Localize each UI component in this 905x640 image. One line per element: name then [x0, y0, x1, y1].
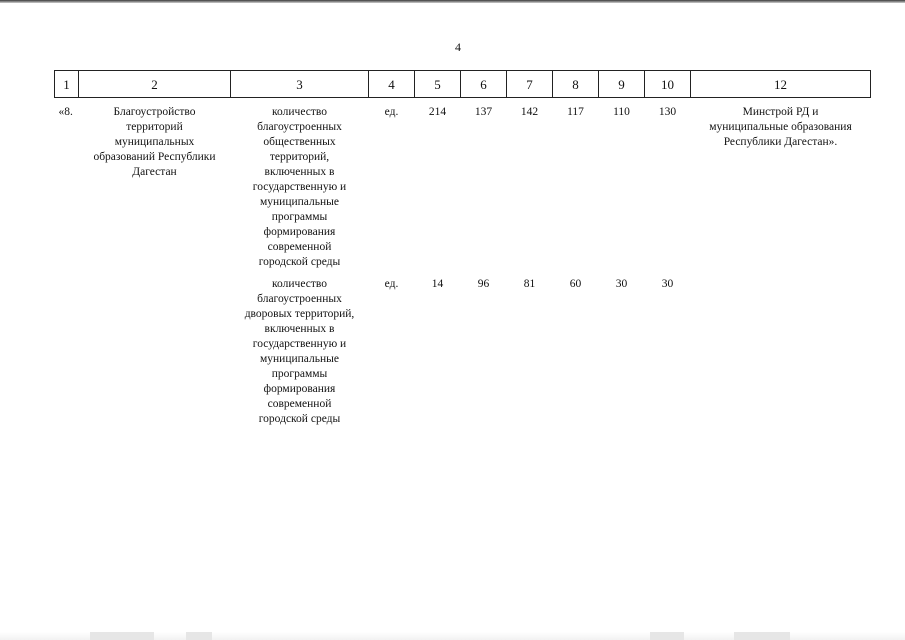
- column-header: 10: [645, 71, 691, 98]
- responsible-cell: Минстрой РД и муниципальные образования Республики Дагестан».: [709, 106, 852, 148]
- column-header: 12: [691, 71, 871, 98]
- bottom-artifact: [90, 632, 154, 640]
- value-cell: 30: [615, 278, 628, 290]
- column-header: 4: [369, 71, 415, 98]
- row-number: [55, 270, 79, 427]
- indicator-name: количество благоустроенных общественных территорий, включенных в государственную и муниципальные программы формирования современной городской среды: [252, 106, 347, 268]
- indicator-name: количество благоустроенных дворовых территорий, включенных в государственную и муниципальные программы формирования современной городской среды: [244, 278, 355, 425]
- column-header: 1: [55, 71, 79, 98]
- indicator-table: [54, 70, 871, 427]
- value-cell: 142: [520, 106, 539, 118]
- unit-cell: ед.: [384, 106, 399, 118]
- column-header: 5: [415, 71, 461, 98]
- value-cell: 117: [567, 106, 584, 118]
- table-row: [55, 270, 871, 427]
- measure-name: Благоустройство территорий муниципальных образований Республики Дагестан: [93, 106, 216, 178]
- page-number: 4: [455, 40, 461, 54]
- measure-name: [79, 270, 231, 427]
- value-cell: 214: [428, 106, 447, 118]
- column-header: 9: [599, 71, 645, 98]
- scan-edge-top: [0, 0, 905, 3]
- column-header: 8: [553, 71, 599, 98]
- column-header: 3: [231, 71, 369, 98]
- value-cell: 96: [477, 278, 490, 290]
- value-cell: 14: [431, 278, 444, 290]
- value-cell: 110: [613, 106, 630, 118]
- bottom-artifact: [650, 632, 684, 640]
- value-cell: 30: [661, 278, 674, 290]
- value-cell: 81: [523, 278, 536, 290]
- column-header: 2: [79, 71, 231, 98]
- row-number: «8.: [58, 106, 73, 118]
- value-cell: 60: [569, 278, 582, 290]
- column-header: 7: [507, 71, 553, 98]
- table-row: [55, 98, 871, 271]
- bottom-artifact: [186, 632, 212, 640]
- bottom-artifact: [734, 632, 790, 640]
- responsible-cell: [691, 270, 871, 427]
- table-header-row: [55, 71, 871, 98]
- value-cell: 130: [658, 106, 677, 118]
- value-cell: 137: [474, 106, 493, 118]
- column-header: 6: [461, 71, 507, 98]
- unit-cell: ед.: [384, 278, 399, 290]
